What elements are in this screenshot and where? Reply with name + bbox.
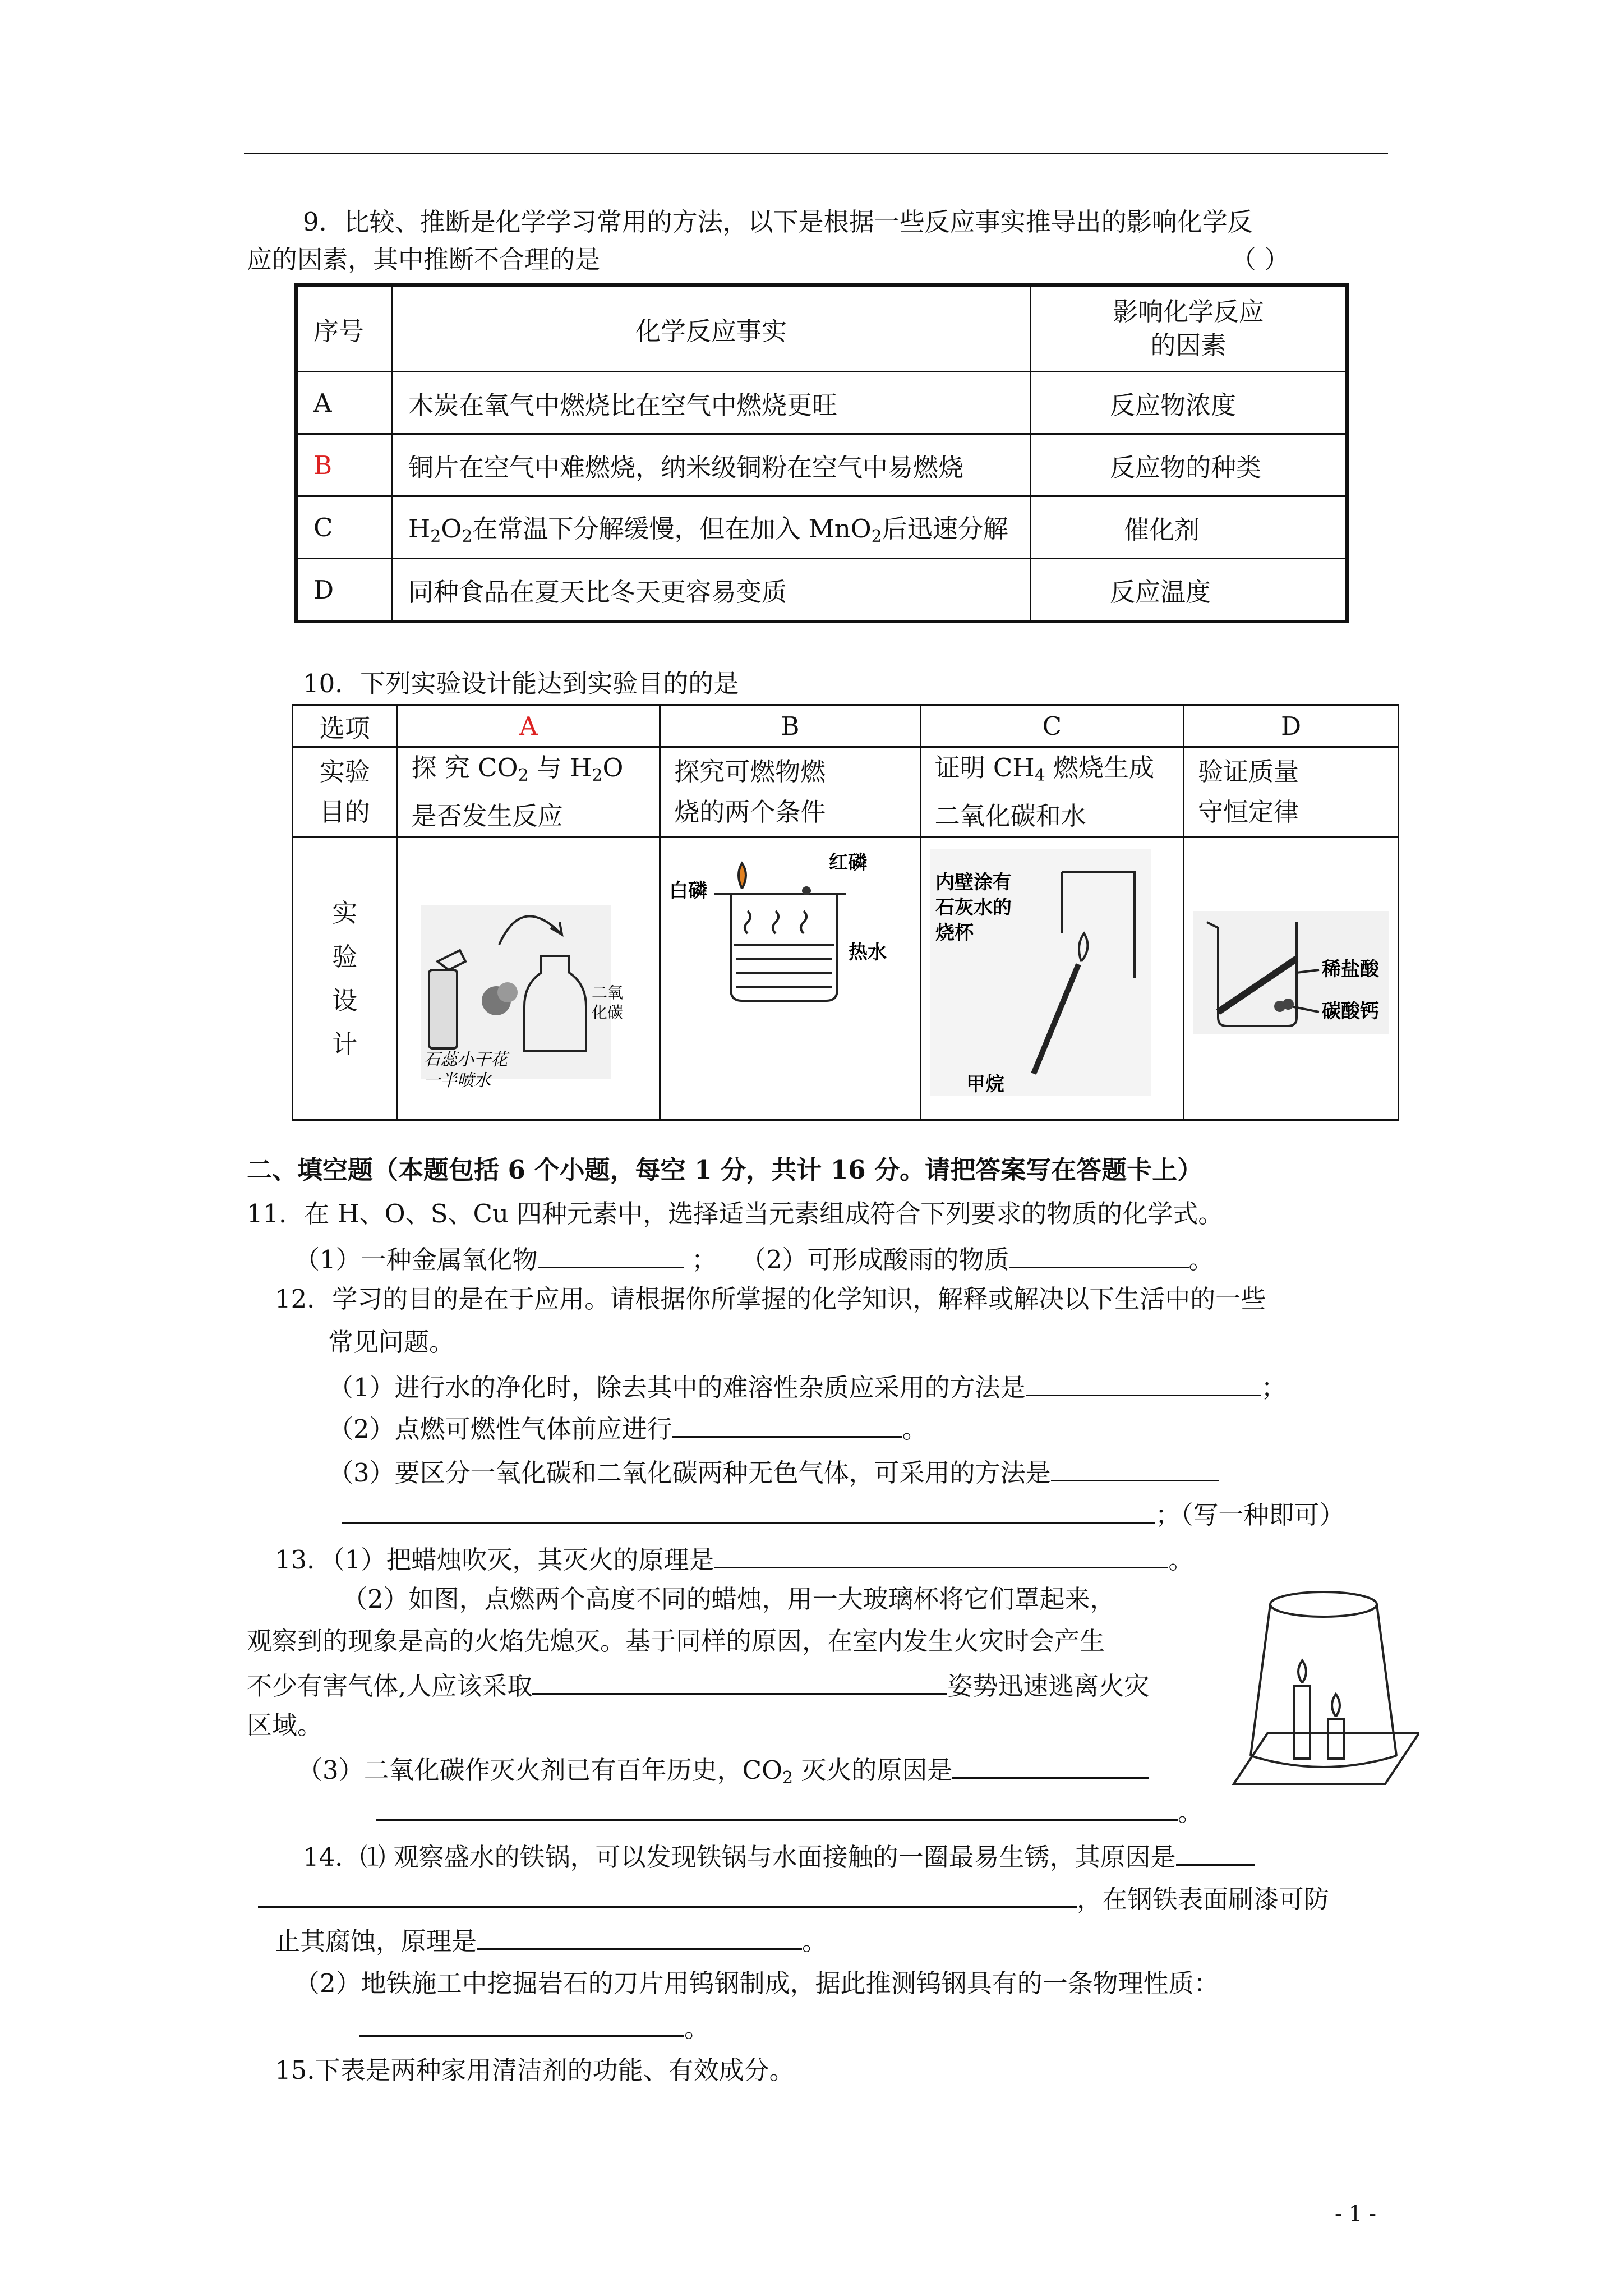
label-text: 实验: [319, 757, 370, 786]
answer-blank[interactable]: [538, 1240, 684, 1268]
answer-blank[interactable]: [1009, 1240, 1189, 1268]
row-factor: 反应温度: [1031, 559, 1348, 622]
purpose-text: 与 H: [528, 753, 592, 783]
punctuation: ；（写一种即可）: [1155, 1500, 1345, 1530]
header-factor: [1031, 285, 1348, 372]
glass-cup-icon: [1251, 1756, 1396, 1767]
q14-part2-cont: [359, 2008, 709, 2046]
figure-label: 石蕊小干花: [423, 1050, 508, 1070]
label-text: 验: [332, 941, 358, 972]
co2-flower-figure: [398, 838, 634, 1113]
q12-part3-text: （3）要区分一氧化碳和二氧化碳两种无色气体，可采用的方法是: [328, 1458, 1051, 1488]
subscript: 4: [1034, 766, 1045, 785]
q14-text: ，在钢铁表面刷漆可防: [1077, 1884, 1330, 1914]
flame-icon: [1332, 1694, 1340, 1717]
option-c: C: [920, 705, 1183, 747]
row-fact: 木炭在氧气中燃烧比在空气中燃烧更旺: [392, 372, 1031, 434]
mass-conservation-figure: [1184, 838, 1398, 1113]
page-number: - 1 -: [1335, 2201, 1377, 2226]
table-row: [293, 705, 1399, 747]
row-no: A: [296, 372, 392, 434]
option-a: A: [397, 705, 660, 747]
q13-part2-l3: [247, 1666, 1149, 1704]
answer-blank[interactable]: [672, 1409, 902, 1438]
purpose-text: 烧的两个条件: [674, 797, 826, 827]
label-text: 目的: [319, 797, 370, 827]
section2-title: 二、填空题（本题包括 6 个小题，每空 1 分，共计 16 分。请把答案写在答题卡上）: [247, 1155, 1203, 1185]
fact-text: 后迅速分解: [882, 514, 1008, 544]
flame-icon: [1298, 1660, 1306, 1683]
q11-part2: （2）可形成酸雨的物质: [740, 1245, 1009, 1274]
figure-label: 石灰水的: [935, 896, 1012, 919]
figure-label: 一半喷水: [423, 1071, 491, 1091]
flower-icon: [497, 982, 518, 1002]
q9-line1: 9．比较、推断是化学学习常用的方法，以下是根据一些反应事实推导出的影响化学反: [303, 207, 1253, 237]
q12-part3-cont: [342, 1495, 1345, 1533]
row-fact: [392, 496, 1031, 559]
subscript: 2: [592, 766, 603, 785]
q13-text: 灭火的原因是: [793, 1755, 953, 1785]
design-c: [920, 838, 1183, 1120]
purpose-c: [920, 747, 1183, 838]
purpose-text: 验证质量: [1198, 757, 1299, 786]
separator: ；: [691, 1245, 717, 1274]
calcium-carbonate-icon: [1283, 999, 1294, 1010]
header-rule: [244, 153, 1388, 154]
row-no: D: [296, 559, 392, 622]
glass-cup-icon: [1270, 1592, 1377, 1617]
purpose-text: 二氧化碳和水: [934, 801, 1086, 831]
q14-part2: （2）地铁施工中挖掘岩石的刀片用钨钢制成，据此推测钨钢具有的一条物理性质：: [294, 1968, 1219, 1998]
answer-blank[interactable]: [1026, 1368, 1261, 1396]
q12-part3: [328, 1453, 1219, 1490]
methane-figure: [921, 838, 1160, 1113]
header-fact: 化学反应事实: [392, 285, 1031, 372]
q12-part1-text: （1）进行水的净化时，除去其中的难溶性杂质应采用的方法是: [328, 1373, 1026, 1402]
q11-stem: 11．在 H、O、S、Cu 四种元素中，选择适当元素组成符合下列要求的物质的化学式。: [247, 1199, 1224, 1228]
q14-part1: [303, 1837, 1255, 1875]
table-row: [296, 559, 1347, 622]
purpose-text: 证明 CH: [934, 753, 1035, 783]
header-factor-line2: 的因素: [1150, 330, 1227, 360]
purpose-label: [293, 747, 398, 838]
q13-part2-l1: （2）如图，点燃两个高度不同的蜡烛，用一大玻璃杯将它们罩起来，: [342, 1584, 1115, 1614]
punctuation: 。: [1178, 1797, 1204, 1827]
beaker-icon: [731, 894, 837, 1001]
q12-stem1: 12．学习的目的是在于应用。请根据你所掌握的化学知识，解释或解决以下生活中的一些: [275, 1284, 1266, 1314]
subscript: 2: [782, 1768, 794, 1788]
figure-label: 内壁涂有: [935, 871, 1012, 894]
punctuation: 。: [1188, 1245, 1214, 1274]
answer-blank[interactable]: [359, 2008, 684, 2037]
table-row: [296, 496, 1347, 559]
figure-label: 稀盐酸: [1322, 958, 1379, 981]
answer-blank[interactable]: [1176, 1837, 1255, 1866]
q11-part1: （1）一种金属氧化物: [294, 1245, 538, 1274]
q14-text: 止其腐蚀，原理是: [275, 1926, 477, 1956]
table-row: [293, 747, 1399, 838]
label-text: 计: [332, 1029, 358, 1059]
header-factor-line1: 影响化学反应: [1112, 297, 1264, 326]
label-text: 实: [332, 898, 358, 928]
option-b: B: [660, 705, 920, 747]
q14-part1-cont2: [275, 1921, 827, 1959]
spray-bottle-icon: [429, 970, 457, 1048]
q12-part2-text: （2）点燃可燃性气体前应进行: [328, 1414, 672, 1444]
q13-part3: [297, 1750, 1149, 1796]
subscript: 2: [871, 527, 882, 546]
purpose-text: 探 究 CO: [411, 753, 518, 783]
q15-stem: 15.下表是两种家用清洁剂的功能、有效成分。: [275, 2055, 795, 2085]
purpose-d: [1184, 747, 1399, 838]
q9-answer-bracket: （ ）: [1231, 245, 1290, 274]
punctuation: 。: [802, 1926, 828, 1956]
answer-blank[interactable]: [258, 1879, 1077, 1908]
row-fact: 铜片在空气中难燃烧，纳米级铜粉在空气中易燃烧: [392, 434, 1031, 496]
subscript: 2: [518, 766, 529, 785]
col-header: 选项: [293, 705, 398, 747]
fact-text: O: [441, 514, 462, 544]
q13-part2-l4: 区域。: [247, 1710, 323, 1740]
q13-part1: [275, 1540, 1193, 1577]
q13-text: 姿势迅速逃离火灾: [947, 1671, 1150, 1701]
answer-blank[interactable]: [342, 1495, 1155, 1524]
figure-label: 白磷: [669, 880, 708, 902]
figure-label: 红磷: [829, 852, 868, 874]
row-factor: 反应物浓度: [1031, 372, 1348, 434]
label-text: 设: [332, 985, 358, 1015]
purpose-text: 燃烧生成: [1045, 753, 1154, 783]
q13-text: （3）二氧化碳作灭火剂已有百年历史，CO: [297, 1755, 782, 1785]
tall-candle-icon: [1294, 1686, 1310, 1759]
purpose-text: 守恒定律: [1198, 797, 1299, 827]
punctuation: 。: [902, 1414, 928, 1444]
q9-table: [294, 283, 1349, 623]
figure-label: 碳酸钙: [1322, 1000, 1379, 1023]
design-label: [293, 838, 398, 1120]
q14-text: 14．⑴ 观察盛水的铁锅，可以发现铁锅与水面接触的一圈最易生锈，其原因是: [303, 1842, 1176, 1872]
fact-text: 在常温下分解缓慢，但在加入 MnO: [472, 514, 872, 544]
q12-part2: [328, 1409, 928, 1447]
design-d: [1184, 838, 1399, 1120]
table-row: [296, 372, 1347, 434]
header-no: 序号: [296, 285, 392, 372]
flame-icon: [739, 863, 746, 889]
answer-blank[interactable]: [532, 1666, 947, 1695]
figure-label: 热水: [849, 941, 887, 964]
subscript: 2: [462, 527, 473, 546]
row-no: B: [296, 434, 392, 496]
punctuation: ；: [1261, 1373, 1287, 1402]
answer-blank[interactable]: [1051, 1453, 1219, 1481]
purpose-text: 探究可燃物燃: [674, 757, 826, 786]
figure-label: 化碳: [591, 1003, 623, 1022]
q13-part3-cont: [376, 1792, 1203, 1830]
figure-label: 甲烷: [966, 1073, 1004, 1096]
candle-glass-figure: [1228, 1585, 1419, 1792]
row-no: C: [296, 496, 392, 559]
option-d: D: [1184, 705, 1399, 747]
q13-part2-l2: 观察到的现象是高的火焰先熄灭。基于同样的原因，在室内发生火灾时会产生: [247, 1626, 1105, 1656]
q12-stem2: 常见问题。: [328, 1327, 455, 1357]
q10-table: [292, 704, 1399, 1121]
q13-part1-text: 13．（1）把蜡烛吹灭，其灭火的原理是: [275, 1545, 714, 1575]
steam-icon: [745, 911, 806, 933]
q11-parts: [294, 1240, 1214, 1277]
answer-blank[interactable]: [376, 1792, 1178, 1821]
purpose-b: [660, 747, 920, 838]
q13-text: 不少有害气体,人应该采取: [247, 1671, 533, 1701]
design-a: [397, 838, 660, 1120]
answer-blank[interactable]: [477, 1921, 802, 1950]
punctuation: 。: [1168, 1545, 1194, 1575]
answer-blank[interactable]: [714, 1540, 1168, 1568]
table-row: [296, 434, 1347, 496]
q10-title: 10．下列实验设计能达到实验目的的是: [303, 669, 739, 698]
phosphorus-figure: [661, 838, 896, 1113]
short-candle-icon: [1328, 1719, 1344, 1759]
subscript: 2: [430, 527, 441, 546]
row-fact: 同种食品在夏天比冬天更容易变质: [392, 559, 1031, 622]
red-phosphorus-icon: [802, 886, 811, 895]
design-b: [660, 838, 920, 1120]
purpose-text: O: [602, 753, 624, 783]
q9-line2: 应的因素，其中推断不合理的是: [247, 245, 601, 274]
table-row: [296, 285, 1347, 372]
answer-blank[interactable]: [952, 1750, 1149, 1779]
purpose-a: [397, 747, 660, 838]
q14-part1-cont: [258, 1879, 1329, 1917]
row-factor: 催化剂: [1031, 496, 1348, 559]
figure-label: 二氧: [591, 983, 623, 1002]
figure-label: 烧杯: [935, 922, 974, 944]
purpose-text: 是否发生反应: [411, 801, 563, 831]
q12-part1: [328, 1368, 1287, 1405]
fact-text: H: [408, 514, 431, 544]
table-row: [293, 838, 1399, 1120]
punctuation: 。: [684, 2013, 710, 2043]
row-factor: 反应物的种类: [1031, 434, 1348, 496]
